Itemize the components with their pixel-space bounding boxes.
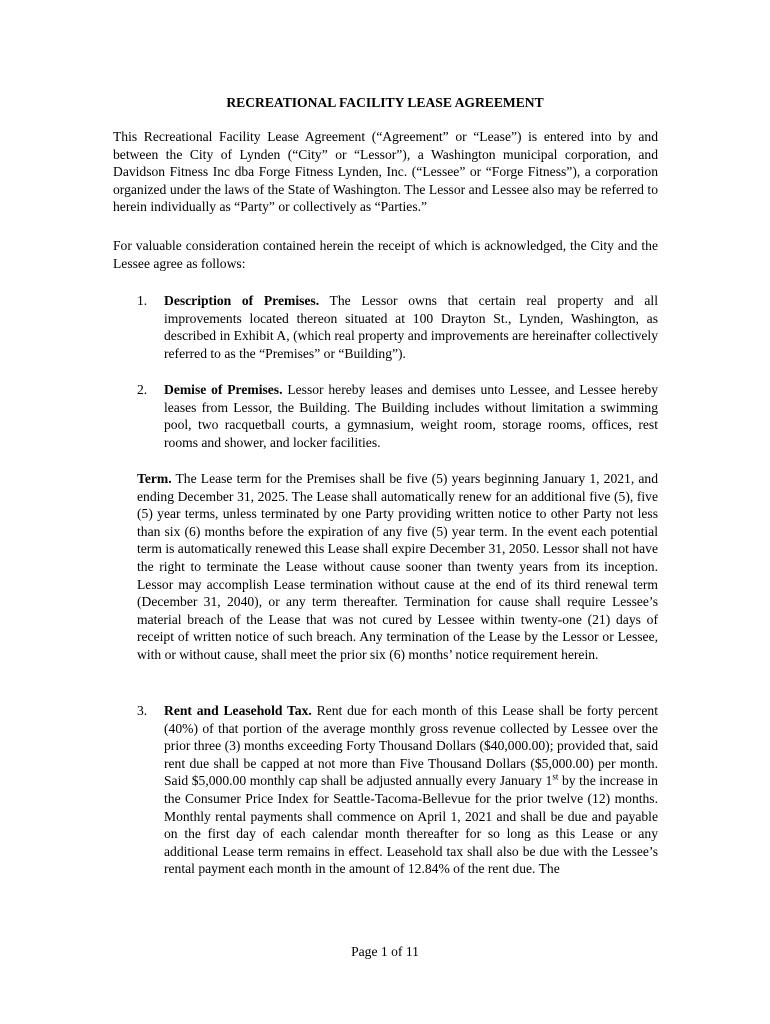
section-text: The Lessor owns that certain real property and all improvements located thereon situated at 100 Drayton St., Lynden, Washington, as described in Exhibit A, (which real property and improvements are hereinafter collectively referred to as the “Premises” or “Building”). [164,293,658,361]
page-number-footer: Page 1 of 11 [351,944,419,959]
consideration-paragraph: For valuable consideration contained herein the receipt of which is acknowledged, the City and the Lessee agree as follows: [113,238,658,271]
section-number: 1. [137,293,148,308]
section-number: 2. [137,382,148,397]
section-body [164,702,658,878]
term-heading: Term. [137,471,172,486]
section-body [164,381,658,451]
section-heading: Demise of Premises. [164,382,283,397]
document-title: RECREATIONAL FACILITY LEASE AGREEMENT [226,95,544,110]
section-description-of-premises [137,292,658,362]
section-number: 3. [137,703,148,718]
ordinal-suffix: st [552,771,559,782]
section-term [137,470,658,664]
rent-text-part-a: Rent due for each month of this Lease shall be forty percent (40%) of that portion of the average monthly gross revenue collected by Lessee over the prior three (3) months exceeding Forty Thousand Dollars ($40,000.00); provided that, said rent due shall be capped at not more than Five Thousand Dollars ($5,000.00) per month. Said $5,000.00 monthly cap shall be adjusted annually every January 1 [164,703,658,789]
section-demise-of-premises [137,381,658,451]
section-heading: Rent and Leasehold Tax. [164,703,312,718]
section-body [164,292,658,362]
section-heading: Description of Premises. [164,293,320,308]
rent-text-part-b: by the increase in the Consumer Price Index for Seattle-Tacoma-Bellevue for the prior twelve (12) months. Monthly rental payments shall commence on April 1, 2021 and shall be due and payable on the first day of each calendar month thereafter for so long as this Lease or any additional Lease term remains in effect. Leasehold tax shall also be due with the Lessee’s rental payment each month in the amount of 12.84% of the rent due. The [164,773,658,877]
section-text: Lessor hereby leases and demises unto Lessee, and Lessee hereby leases from Lessor, the Building. The Building includes without limitation a swimming pool, two racquetball courts, a gymnasium, weight room, storage rooms, offices, rest rooms and shower, and locker facilities. [164,382,658,450]
term-text: The Lease term for the Premises shall be five (5) years beginning January 1, 2021, and ending December 31, 2025. The Lease shall automatically renew for an additional five (5), five (5) year terms, unless terminated by one Party providing written notice to other Party not less than six (6) months before the expiration of any five (5) year term. In the event each potential term is automatically renewed this Lease shall expire December 31, 2050. Lessor shall not have the right to terminate the Lease without cause sooner than twenty years from its inception. Lessor may accomplish Lease termination without cause at the end of its third renewal term (December 31, 2040), or any term thereafter. Termination for cause shall require Lessee’s material breach of the Lease that was not cured by Lessee within twenty-one (21) days of receipt of written notice of such breach. Any termination of the Lease by the Lessor or Lessee, with or without cause, shall meet the prior six (6) months’ notice requirement herein. [137,471,658,662]
intro-paragraph: This Recreational Facility Lease Agreement (“Agreement” or “Lease”) is entered into by and between the City of Lynden (“City” or “Lessor”), a Washington municipal corporation, and Davidson Fitness Inc dba Forge Fitness Lynden, Inc. (“Lessee” or “Forge Fitness”), a corporation organized under the laws of the State of Washington. The Lessor and Lessee also may be referred to herein individually as “Party” or collectively as “Parties.” [113,129,658,215]
section-rent-and-leasehold-tax [137,702,658,878]
